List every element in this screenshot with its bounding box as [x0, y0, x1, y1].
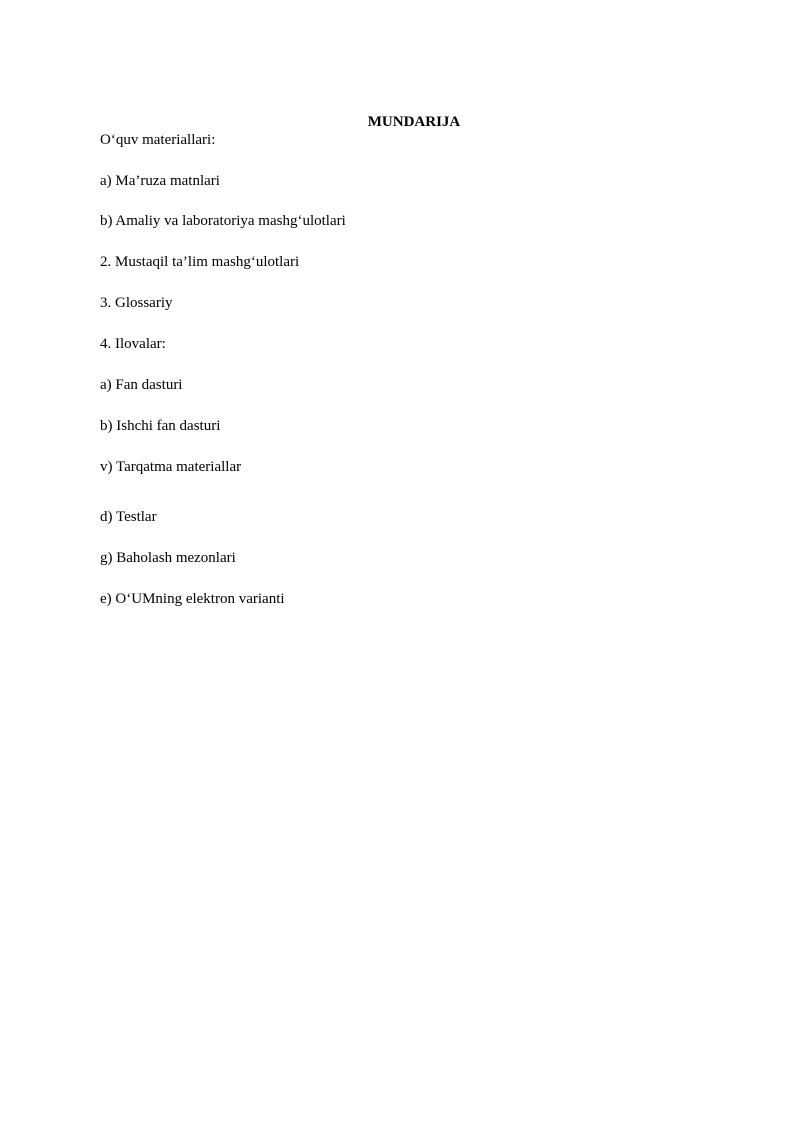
page-title: MUNDARIJA [367, 114, 461, 130]
toc-item-tests: d) Testlar [100, 509, 157, 525]
toc-item-electronic-version: e) O‘UMning elektron varianti [100, 591, 285, 607]
toc-item-course-program: a) Fan dasturi [100, 377, 183, 393]
toc-item-independent-study: 2. Mustaqil ta’lim mashg‘ulotlari [100, 254, 300, 270]
toc-item-glossary: 3. Glossariy [100, 295, 173, 311]
toc-item-assessment-criteria: g) Baholash mezonlari [100, 550, 236, 566]
toc-item-working-program: b) Ishchi fan dasturi [100, 418, 221, 434]
toc-item-handouts: v) Tarqatma materiallar [100, 459, 242, 475]
toc-item-lecture-texts: a) Ma’ruza matnlari [100, 173, 220, 189]
toc-item-practical-lab-sessions: b) Amaliy va laboratoriya mashg‘ulotlari [100, 213, 346, 229]
toc-heading-study-materials: O‘quv materiallari: [100, 132, 216, 148]
toc-item-appendices: 4. Ilovalar: [100, 336, 166, 352]
